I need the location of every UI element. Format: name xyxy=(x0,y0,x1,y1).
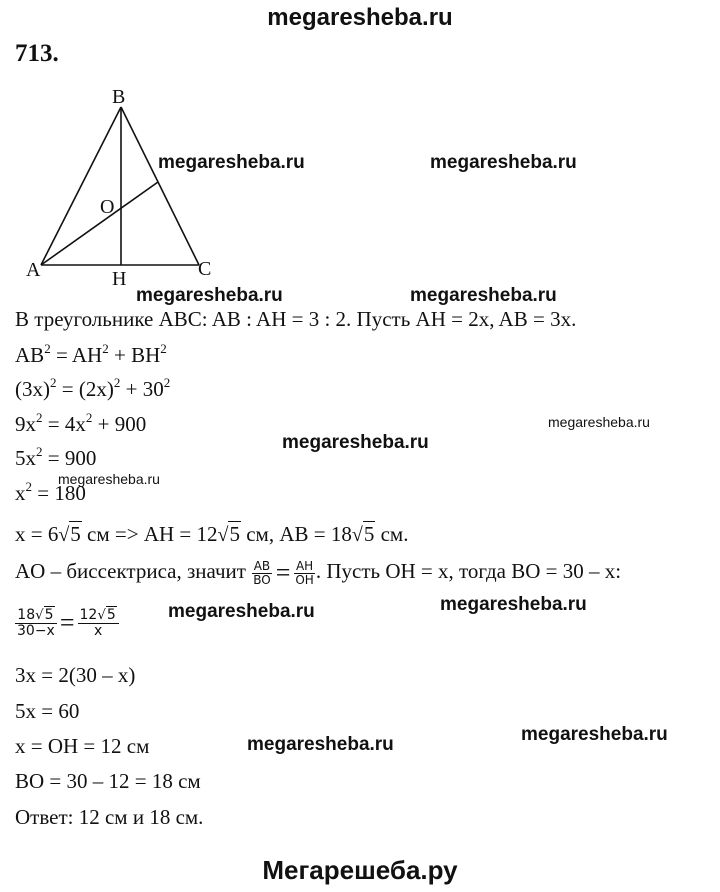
equation-line: x = 6√5 см => AH = 12√5 см, AB = 18√5 см. xyxy=(15,522,409,546)
watermark: megaresheba.ru xyxy=(521,724,668,745)
watermark: megaresheba.ru xyxy=(410,285,557,306)
side-bc xyxy=(121,107,199,265)
side-ab xyxy=(41,107,121,265)
label-c: C xyxy=(198,258,212,280)
watermark-top: megaresheba.ru xyxy=(267,4,453,31)
label-b: B xyxy=(112,86,126,108)
watermark: megaresheba.ru xyxy=(282,432,429,453)
watermark-small: megaresheba.ru xyxy=(548,414,650,430)
answer: Ответ: 12 см и 18 см. xyxy=(15,805,204,829)
problem-number: 713. xyxy=(15,40,59,67)
equation-line: $AB^2 = AH^2 + BH^2$ xyxy=(15,340,167,367)
watermark: megaresheba.ru xyxy=(440,594,587,615)
bisector-ao xyxy=(41,182,158,265)
label-a: A xyxy=(26,259,41,281)
equation-line: $x^2 = 180$ xyxy=(15,478,86,505)
equation-line: x = OH = 12 см xyxy=(15,734,150,758)
watermark: megaresheba.ru xyxy=(168,601,315,622)
equation-line: $(3x)^2 = (2x)^2 + 30^2$ xyxy=(15,374,171,401)
equation-line: BO = 30 – 12 = 18 см xyxy=(15,769,201,793)
watermark-small: megaresheba.ru xyxy=(58,471,160,487)
watermark: megaresheba.ru xyxy=(247,734,394,755)
label-h: H xyxy=(112,268,127,290)
watermark: megaresheba.ru xyxy=(136,285,283,306)
equation-line-bisector: AO – биссектриса, значит $\frac{AB}{BO}$ = $\frac{AH}{OH}$ . Пусть OH = x, тогда BO = 30 – x: xyxy=(15,558,622,587)
triangle-figure xyxy=(0,80,240,290)
equation-line: 5x = 60 xyxy=(15,699,80,723)
watermark: megaresheba.ru xyxy=(430,152,577,173)
watermark: megaresheba.ru xyxy=(158,152,305,173)
solution-intro: В треугольнике ABC: AB : AH = 3 : 2. Пусть AH = 2x, AB = 3x. xyxy=(15,307,577,331)
equation-proportion: $\frac{18√5}{30-x}$ = $\frac{12√5}{x}$ xyxy=(15,608,119,639)
equation-line: 3x = 2(30 – x) xyxy=(15,663,136,687)
label-o: O xyxy=(100,196,115,218)
footer-brand: Мегарешеба.ру xyxy=(262,855,458,885)
equation-line: $5x^2 = 900$ xyxy=(15,443,97,470)
equation-line: $9x^2 = 4x^2 + 900$ xyxy=(15,409,147,436)
